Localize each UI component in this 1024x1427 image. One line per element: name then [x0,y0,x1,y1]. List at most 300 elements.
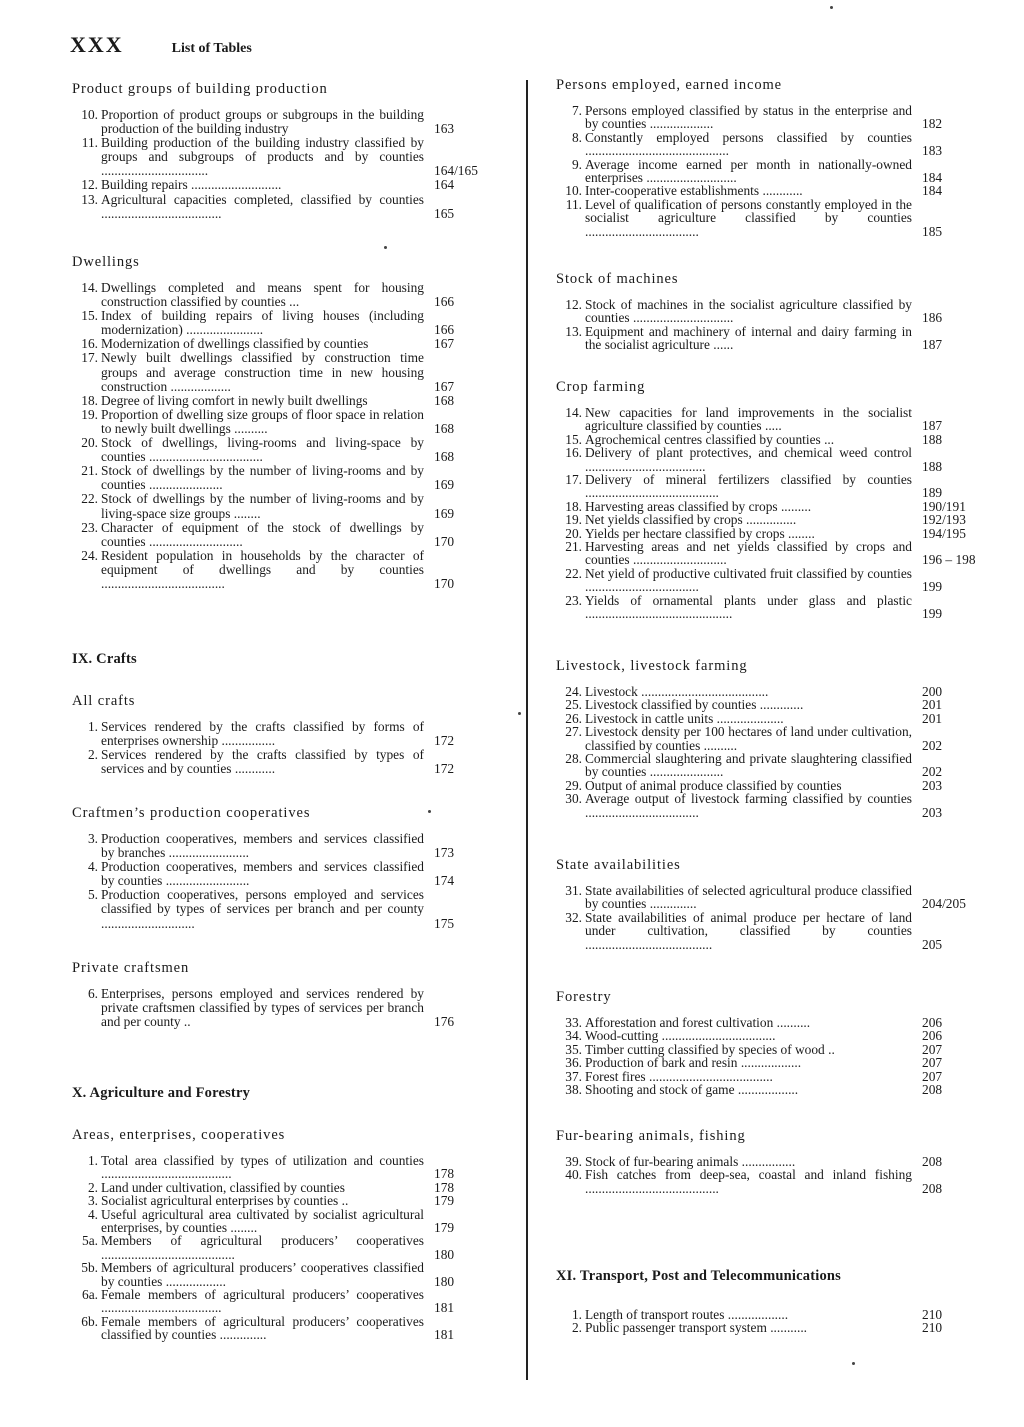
toc-entry[interactable] [72,394,492,408]
entry-number: 34. [565,1028,582,1044]
entry-title: Average income earned per month in nationally-owned enterprises ........................... [585,156,912,186]
toc-entry[interactable] [556,792,986,819]
entry-title: Land under cultivation, classified by counties [101,1179,345,1195]
toc-entry[interactable] [72,1234,492,1261]
entry-title: Average output of livestock farming classified by counties .................................. [585,791,912,820]
entry-page: 173 [434,845,455,861]
toc-entry[interactable] [556,184,986,197]
entry-title: Delivery of plant protectives, and chemical weed control .................................... [585,445,912,474]
entry-page: 200 [922,684,943,699]
entry-page: 190/191 [922,498,966,514]
toc-entry[interactable] [556,911,986,951]
section-heading: Livestock, livestock farming [556,658,748,674]
toc-entry[interactable] [556,325,986,352]
entry-number: 1. [87,719,98,734]
toc-entry[interactable] [556,513,986,526]
entry-number: 17. [81,350,98,366]
section-sm [556,270,986,352]
chapter-heading: IX. Crafts [72,651,137,667]
entry-number: 14. [81,280,98,295]
toc-entry[interactable] [556,685,986,698]
toc-entry[interactable] [556,433,986,446]
entry-page: 206 [922,1015,943,1030]
entry-title: Stock of dwellings, living-rooms and living-space by counties .................................. [101,435,424,465]
toc-entry[interactable] [72,748,492,776]
entry-number: 2. [571,1320,582,1336]
toc-entry[interactable] [72,1261,492,1288]
entry-title: Newly built dwellings classified by construction time groups and average construction time in new housing construction .................. [101,350,424,394]
table-entry-list [556,1308,986,1335]
entry-number: 3. [87,831,98,846]
table-entry-list [72,281,492,591]
table-entry-list [556,298,986,352]
entry-number: 20. [565,525,582,541]
entry-title: Production cooperatives, persons employed and services classified by types of services per branch and per county ............................ [101,887,424,931]
entry-title: Services rendered by the crafts classified by forms of enterprises ownership ................ [101,719,424,749]
toc-entry[interactable] [556,884,986,911]
entry-page: 192/193 [922,512,966,528]
toc-entry[interactable] [556,104,986,131]
toc-entry[interactable] [556,540,986,567]
entry-title: Stock of dwellings by the number of living-rooms and by counties ...................... [101,463,424,493]
entry-number: 6b. [81,1313,98,1329]
entry-title: Degree of living comfort in newly built dwellings [101,392,368,408]
entry-page: 187 [922,418,943,434]
table-entry-list [72,832,492,931]
entry-number: 16. [81,336,98,352]
entry-number: 21. [81,463,98,479]
entry-number: 8. [571,129,582,145]
entry-title: Services rendered by the crafts classified by types of services and by counties ............ [101,747,424,777]
entry-number: 6a. [82,1287,98,1303]
section-xi [556,1267,986,1285]
toc-entry[interactable] [556,1016,986,1029]
entry-title: Public passenger transport system ........... [585,1320,808,1336]
entry-title: Harvesting areas classified by crops ......... [585,498,812,514]
entry-number: 15. [81,308,98,324]
entry-number: 23. [81,519,98,535]
entry-page: 184 [922,183,943,199]
entry-page: 184 [922,170,943,186]
toc-entry[interactable] [72,888,492,930]
table-entry-list [72,987,492,1029]
chapter-roman-numeral: XXX [70,32,124,57]
entry-title: Fish catches from deep-sea, coastal and inland fishing ........................................ [585,1167,912,1196]
entry-page: 194/195 [922,525,966,541]
toc-entry[interactable] [556,725,986,752]
entry-title: State availabilities of selected agricultural produce classified by counties .............. [585,883,912,912]
entry-title: Wood-cutting .................................. [585,1028,776,1044]
entry-title: Resident population in households by the character of equipment of dwellings and by counties ..................................... [101,547,424,591]
entry-page: 182 [922,116,943,132]
entry-page: 174 [434,873,455,889]
entry-title: Stock of dwellings by the number of living-rooms and by living-space size groups ........ [101,491,424,521]
toc-entry[interactable] [72,1181,492,1194]
table-entry-list [556,104,986,238]
entry-page: 189 [922,485,943,501]
entry-page: 169 [434,477,455,493]
entry-title: Yields per hectare classified by crops ........ [585,525,815,541]
toc-entry[interactable] [556,527,986,540]
section-heading: Dwellings [72,254,140,270]
entry-number: 1. [571,1307,582,1322]
entry-page: 205 [922,936,943,952]
toc-entry[interactable] [72,436,492,464]
entry-number: 3. [87,1193,98,1209]
page-title: List of Tables [171,41,252,56]
entry-page: 163 [434,121,455,137]
section-tr [556,1308,986,1335]
entry-page: 168 [434,420,455,436]
table-entry-list [72,108,492,221]
entry-number: 9. [571,156,582,172]
section-heading: Persons employed, earned income [556,77,783,93]
toc-entry[interactable] [556,1029,986,1042]
toc-entry[interactable] [556,500,986,513]
toc-entry[interactable] [556,1043,986,1056]
toc-entry[interactable] [556,1321,986,1334]
section-heading: All crafts [72,693,136,709]
entry-page: 204/205 [922,896,966,912]
entry-page: 180 [434,1246,455,1262]
toc-entry[interactable] [72,720,492,748]
toc-entry[interactable] [556,712,986,725]
table-entry-list [556,685,986,819]
toc-entry[interactable] [72,108,492,136]
entry-number: 28. [565,751,582,767]
entry-page: 168 [434,449,455,465]
entry-title: Dwellings completed and means spent for housing construction classified by counties ... [101,280,424,310]
section-ac [72,692,492,776]
entry-number: 27. [565,724,582,740]
toc-entry[interactable] [556,752,986,779]
toc-entry[interactable] [72,1208,492,1235]
entry-number: 19. [565,512,582,528]
entry-page: 187 [922,337,943,353]
entry-number: 2. [87,747,98,763]
entry-page: 176 [434,1014,455,1030]
entry-title: Stock of fur-bearing animals ................ [585,1154,796,1169]
entry-page: 178 [434,1166,455,1182]
toc-entry[interactable] [72,521,492,549]
entry-page: 178 [434,1179,455,1195]
toc-entry[interactable] [556,698,986,711]
entry-number: 11. [565,196,582,212]
toc-entry[interactable] [556,446,986,473]
table-entry-list [72,1154,492,1342]
entry-number: 16. [565,445,582,461]
entry-title: Proportion of product groups or subgroups in the building production of the building industry [101,107,424,137]
entry-title: Character of equipment of the stock of dwellings by counties ............................ [101,519,424,549]
entry-page: 207 [922,1041,943,1057]
toc-entry[interactable] [556,298,986,325]
entry-title: Constantly employed persons classified by counties ........................................... [585,129,912,159]
toc-entry[interactable] [72,136,492,178]
entry-page: 203 [922,804,943,820]
entry-title: Delivery of mineral fertilizers classified by counties ........................................ [585,472,912,501]
entry-title: Members of agricultural producers’ cooperatives ........................................ [101,1233,424,1262]
entry-title: Commercial slaughtering and private slaughtering classified by counties ...................... [585,751,912,780]
entry-title: Female members of agricultural producers’ cooperatives .................................... [101,1287,424,1316]
scan-speck [852,1362,855,1365]
entry-page: 170 [434,575,455,591]
toc-entry[interactable] [72,1315,492,1342]
toc-entry[interactable] [72,1194,492,1207]
entry-title: Level of qualification of persons constantly employed in the socialist agriculture classified by counties .................................. [585,196,912,239]
entry-title: Harvesting areas and net yields classified by crops and counties ............................ [585,539,912,568]
scan-speck [830,6,833,9]
scan-speck [384,246,387,249]
toc-entry[interactable] [556,1083,986,1096]
table-entry-list [556,1016,986,1096]
entry-title: Persons employed classified by status in the enterprise and by counties ................... [585,103,912,132]
entry-page: 175 [434,915,455,931]
entry-page: 181 [434,1300,455,1316]
entry-page: 168 [434,392,455,408]
entry-number: 33. [565,1015,582,1030]
entry-number: 23. [565,592,582,608]
entry-page: 201 [922,697,943,713]
section-sa [556,856,986,951]
toc-entry[interactable] [556,158,986,185]
chapter-heading: X. Agriculture and Forestry [72,1085,251,1101]
entry-number: 37. [565,1068,582,1084]
entry-page: 199 [922,606,943,622]
entry-number: 19. [81,406,98,422]
entry-page: 207 [922,1055,943,1071]
entry-number: 35. [565,1041,582,1057]
entry-title: Inter-cooperative establishments ............ [585,183,803,199]
entry-number: 36. [565,1055,582,1071]
entry-number: 24. [565,684,582,699]
toc-entry[interactable] [556,198,986,238]
entry-number: 5a. [82,1233,98,1249]
entry-title: Modernization of dwellings classified by counties [101,336,369,352]
toc-entry[interactable] [72,860,492,888]
table-entry-list [72,720,492,776]
section-fb [556,1127,986,1195]
entry-number: 22. [565,565,582,581]
entry-page: 172 [434,733,455,749]
section-heading: Forestry [556,989,612,1005]
toc-entry[interactable] [556,567,986,594]
entry-title: Afforestation and forest cultivation .......... [585,1015,811,1030]
entry-title: Livestock classified by counties ............. [585,697,804,713]
entry-number: 32. [565,909,582,925]
section-heading: Crop farming [556,379,646,395]
entry-page: 196 – 198 [922,552,976,568]
toc-entry[interactable] [72,408,492,436]
entry-number: 17. [565,472,582,488]
entry-number: 10. [565,183,582,199]
entry-title: Yields of ornamental plants under glass and plastic ............................................ [585,592,912,622]
entry-title: Equipment and machinery of internal and dairy farming in the socialist agriculture ...... [585,323,912,353]
entry-number: 13. [565,323,582,339]
entry-title: Livestock density per 100 hectares of land under cultivation, classified by counties .......... [585,724,912,753]
section-fo [556,988,986,1096]
entry-page: 166 [434,294,455,310]
entry-title: New capacities for land improvements in the socialist agriculture classified by counties ..... [585,405,912,434]
toc-entry[interactable] [72,193,492,221]
entry-number: 30. [565,791,582,807]
section-heading: State availabilities [556,857,681,873]
entry-title: State availabilities of animal produce per hectare of land under cultivation, classified by counties ...................................... [585,909,912,952]
scan-speck [428,810,431,813]
table-entry-list [556,406,986,621]
entry-number: 22. [81,491,98,507]
entry-number: 12. [81,177,98,193]
entry-number: 26. [565,710,582,726]
entry-number: 4. [87,1206,98,1222]
entry-page: 172 [434,761,455,777]
entry-number: 5b. [81,1260,98,1276]
entry-title: Useful agricultural area cultivated by socialist agricultural enterprises, by counties ........ [101,1206,424,1236]
entry-number: 20. [81,435,98,451]
section-heading: Areas, enterprises, cooperatives [72,1127,286,1143]
entry-number: 1. [87,1153,98,1168]
column-divider [526,80,528,1380]
entry-number: 21. [565,539,582,555]
entry-page: 202 [922,764,943,780]
entry-title: Livestock in cattle units .................... [585,710,784,726]
toc-entry[interactable] [72,281,492,309]
toc-entry[interactable] [556,406,986,433]
entry-number: 6. [87,986,98,1001]
entry-title: Members of agricultural producers’ cooperatives classified by counties .................. [101,1260,424,1289]
entry-title: Building repairs ........................... [101,177,282,193]
entry-title: Agricultural capacities completed, classified by counties .................................... [101,191,424,221]
section-cpc [72,804,492,931]
entry-page: 203 [922,777,943,793]
entry-page: 169 [434,505,455,521]
section-heading: Private craftsmen [72,960,190,976]
section-pc [72,959,492,1029]
entry-number: 2. [87,1179,98,1195]
entry-number: 10. [81,107,98,122]
entry-page: 179 [434,1193,455,1209]
entry-page: 164 [434,177,455,193]
entry-title: Total area classified by types of utilization and counties ....................................... [101,1153,424,1182]
entry-title: Production of bark and resin .................. [585,1055,802,1071]
toc-entry[interactable] [72,351,492,393]
entry-title: Shooting and stock of game .................. [585,1082,799,1098]
section-aec [72,1126,492,1342]
toc-entry[interactable] [72,492,492,520]
entry-page: 180 [434,1273,455,1289]
entry-page: 210 [922,1320,943,1336]
toc-entry[interactable] [556,779,986,792]
entry-page: 208 [922,1154,943,1169]
section-heading: Stock of machines [556,271,679,287]
toc-entry[interactable] [72,832,492,860]
entry-title: Index of building repairs of living houses (including modernization) ....................... [101,308,424,338]
toc-entry[interactable] [72,1288,492,1315]
entry-page: 188 [922,431,943,447]
toc-entry[interactable] [72,309,492,337]
section-heading: Fur-bearing animals, fishing [556,1128,746,1144]
entry-page: 166 [434,322,455,338]
toc-entry[interactable] [556,1308,986,1321]
entry-page: 199 [922,579,943,595]
toc-entry[interactable] [556,473,986,500]
toc-entry[interactable] [556,1056,986,1069]
entry-page: 170 [434,533,455,549]
entry-number: 29. [565,777,582,793]
toc-entry[interactable] [556,594,986,621]
entry-title: Building production of the building industry classified by groups and subgroups of products and by counties ................................ [101,135,424,179]
entry-number: 13. [81,191,98,207]
entry-title: Proportion of dwelling size groups of floor space in relation to newly built dwellings .......... [101,406,424,436]
entry-number: 12. [565,297,582,312]
toc-entry[interactable] [556,1070,986,1083]
toc-entry[interactable] [72,178,492,192]
toc-entry[interactable] [72,987,492,1029]
section-cf [556,378,986,621]
entry-title: Livestock ...................................... [585,684,769,699]
section-ix [72,650,492,668]
entry-page: 167 [434,378,455,394]
entry-title: Female members of agricultural producers’ cooperatives classified by counties .............. [101,1313,424,1343]
entry-title: Stock of machines in the socialist agriculture classified by counties .............................. [585,297,912,326]
toc-entry[interactable] [556,131,986,158]
entry-page: 164/165 [434,163,478,179]
entry-title: Production cooperatives, members and services classified by counties ......................... [101,859,424,889]
entry-title: Agrochemical centres classified by counties ... [585,431,835,447]
section-heading: Product groups of building production [72,81,328,97]
entry-number: 18. [565,498,582,514]
entry-title: Timber cutting classified by species of wood .. [585,1041,835,1057]
entry-number: 7. [571,103,582,118]
entry-number: 18. [81,392,98,408]
entry-number: 39. [565,1154,582,1169]
chapter-heading: XI. Transport, Post and Telecommunications [556,1268,842,1284]
entry-page: 206 [922,1028,943,1044]
section-lf [556,657,986,819]
entry-page: 186 [922,310,943,326]
toc-entry[interactable] [72,1154,492,1181]
entry-number: 38. [565,1082,582,1098]
entry-title: Socialist agricultural enterprises by counties .. [101,1193,349,1209]
entry-number: 40. [565,1167,582,1183]
entry-title: Length of transport routes .................. [585,1307,789,1322]
entry-number: 31. [565,883,582,898]
toc-entry[interactable] [556,1168,986,1195]
entry-number: 5. [87,887,98,903]
section-x [72,1084,492,1102]
section-heading: Craftmen’s production cooperatives [72,805,311,821]
entry-number: 25. [565,697,582,713]
entry-number: 11. [81,135,98,151]
entry-number: 4. [87,859,98,875]
entry-title: Forest fires ..................................... [585,1068,773,1084]
page-header [70,32,252,58]
entry-page: 208 [922,1180,943,1196]
entry-page: 181 [434,1327,455,1343]
entry-page: 202 [922,737,943,753]
table-entry-list [556,1155,986,1195]
table-entry-list [556,884,986,951]
toc-entry[interactable] [72,464,492,492]
toc-entry[interactable] [556,1155,986,1168]
section-bp [72,80,492,221]
entry-page: 183 [922,143,943,159]
section-dw [72,253,492,591]
toc-entry[interactable] [72,549,492,591]
entry-page: 201 [922,710,943,726]
entry-page: 188 [922,458,943,474]
entry-number: 15. [565,431,582,447]
toc-entry[interactable] [72,337,492,351]
